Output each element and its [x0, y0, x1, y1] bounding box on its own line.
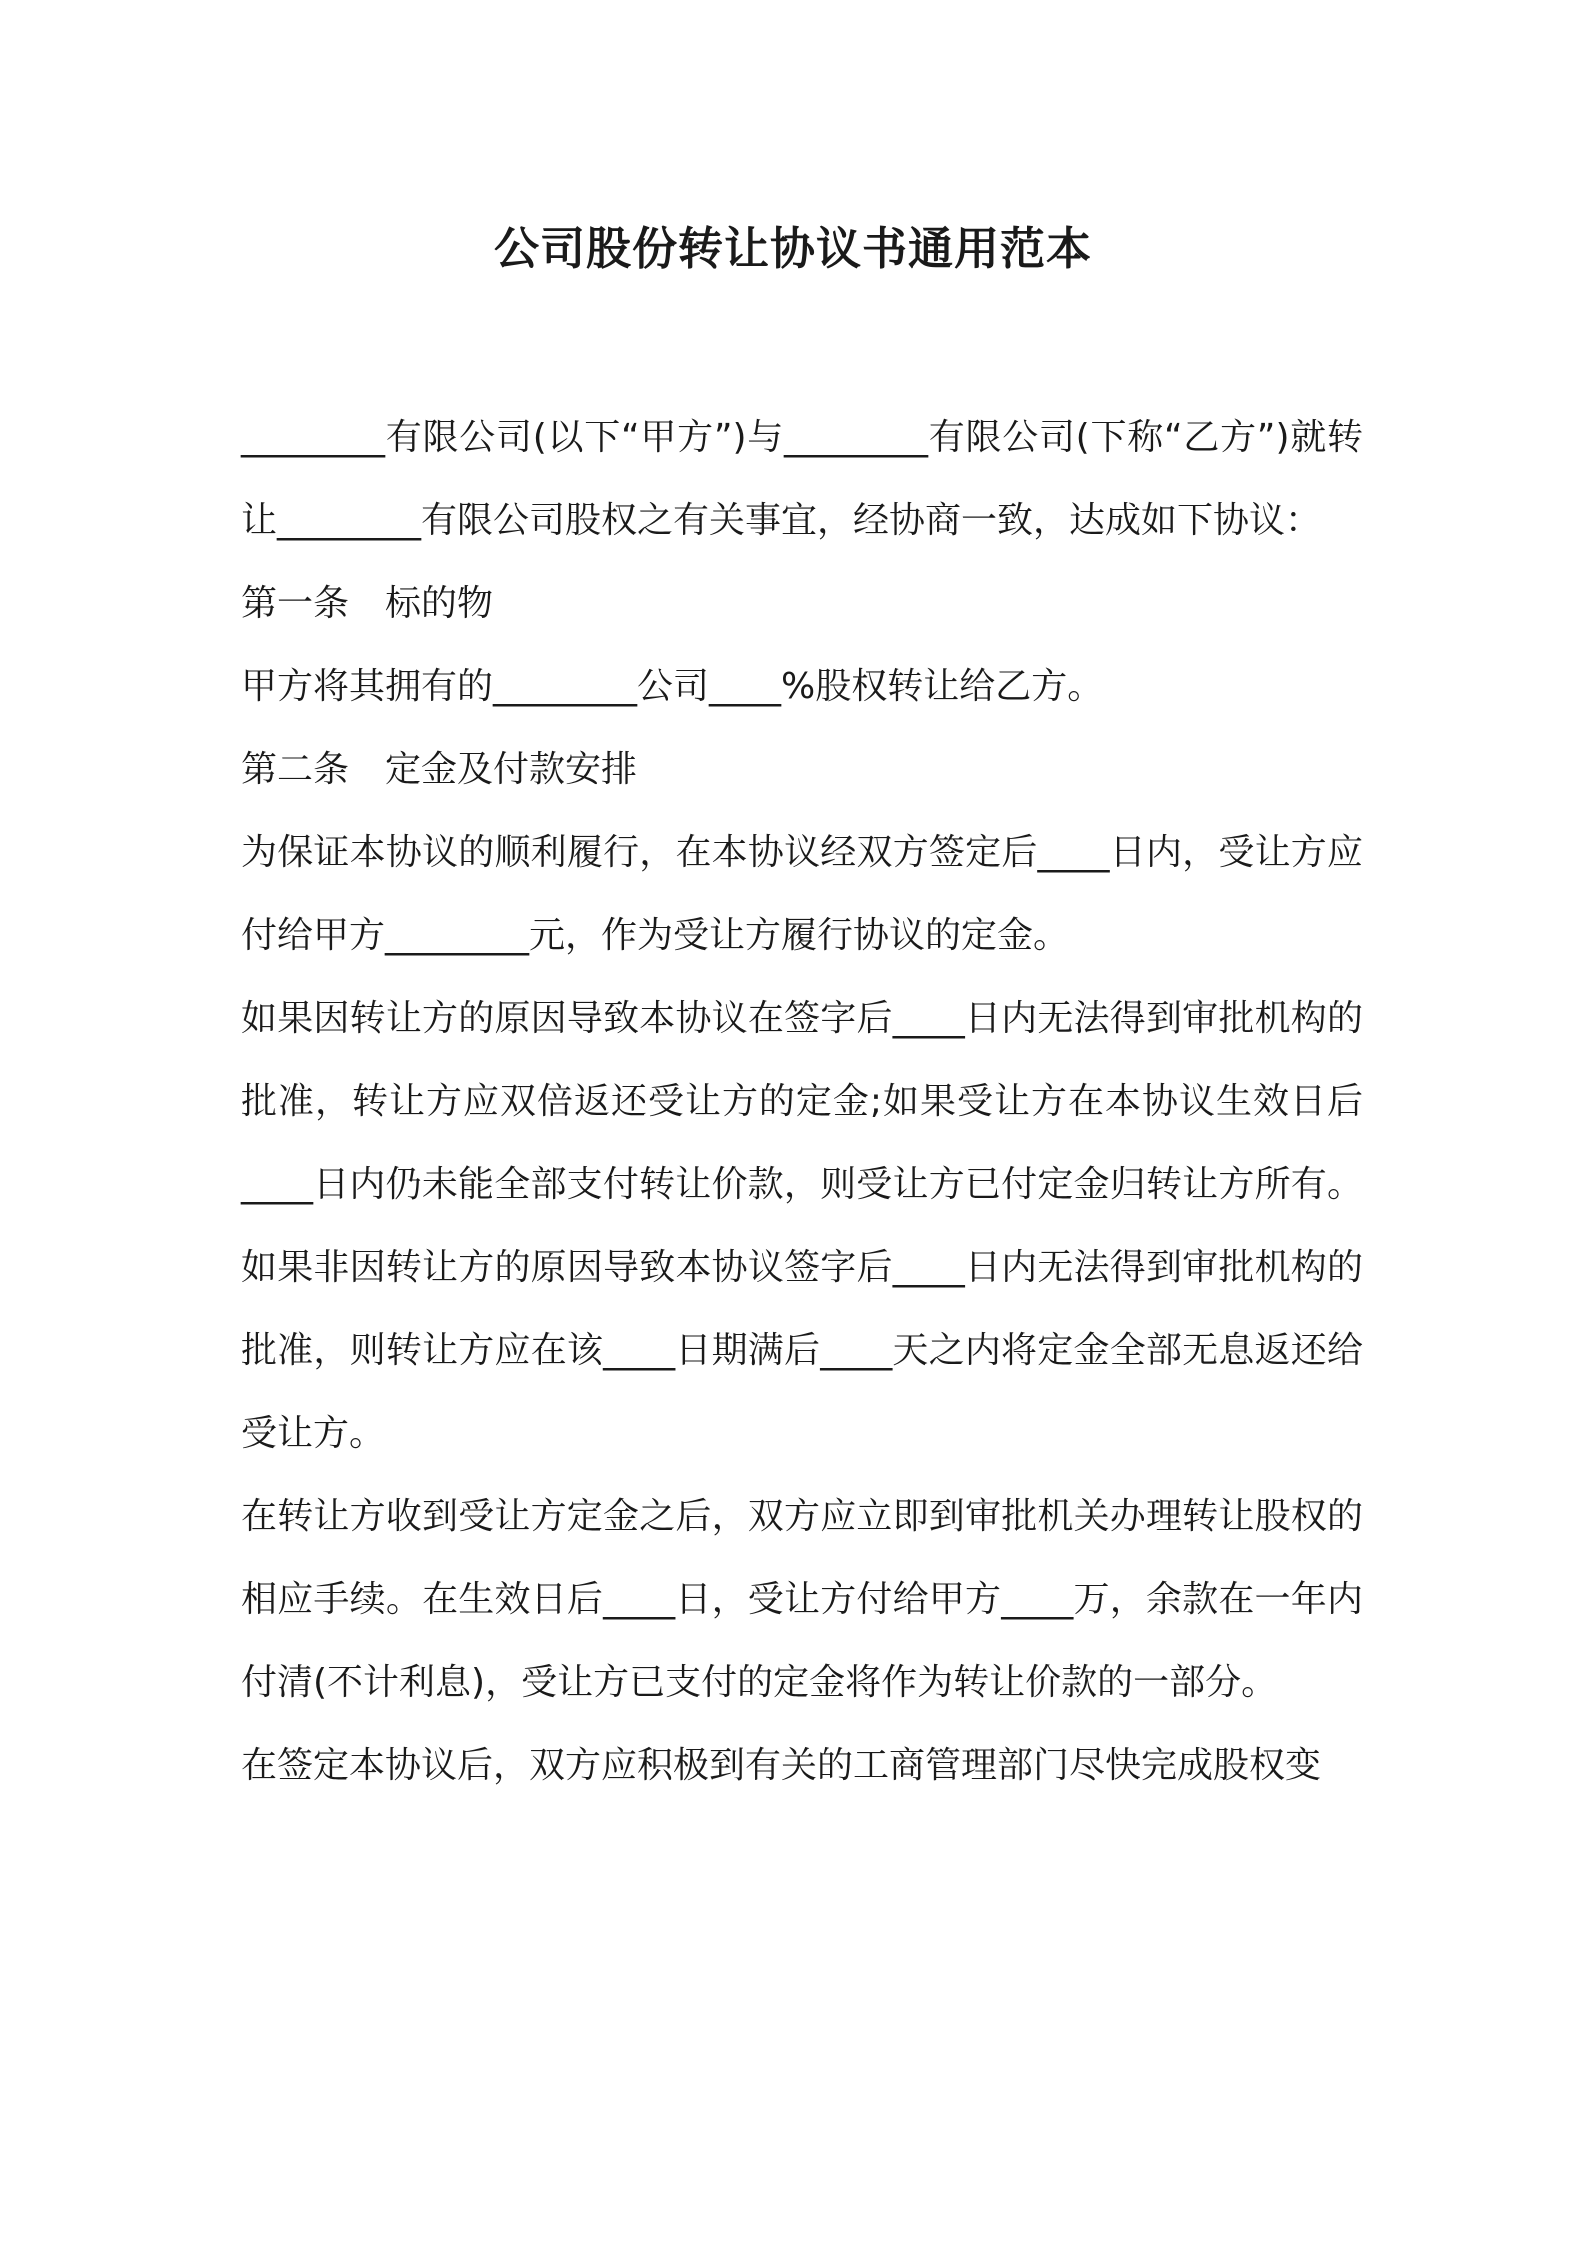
registration-paragraph: 在签定本协议后，双方应积极到有关的工商管理部门尽快完成股权变	[241, 1745, 1322, 1786]
deposit-refund-paragraph: 如果因转让方的原因导致本协议在签字后____日内无法得到审批机构的批准，转让方应双倍返还受让方的定金;如果受让方在本协议生效日后____日内仍未能全部支付转让价款，则受让方已付定金归转让方所有。如果非因转让方的原因导致本协议签字后____日内无法得到审批机构的批准，则转让方应在该____日期满后____天之内将定金全部无息返还给受让方。	[241, 998, 1363, 1454]
deposit-paragraph: 为保证本协议的顺利履行，在本协议经双方签定后____日内，受让方应付给甲方________元，作为受让方履行协议的定金。	[241, 832, 1363, 956]
document-title: 公司股份转让协议书通用范本	[493, 222, 1092, 275]
payment-schedule-paragraph: 在转让方收到受让方定金之后，双方应立即到审批机关办理转让股权的相应手续。在生效日后____日，受让方付给甲方____万，余款在一年内付清(不计利息)，受让方已支付的定金将作为转让价款的一部分。	[241, 1496, 1363, 1703]
article-1-paragraph: 甲方将其拥有的________公司____%股权转让给乙方。	[241, 666, 1104, 707]
article-2-heading: 第二条 定金及付款安排	[241, 749, 638, 790]
preamble-paragraph: ________有限公司(以下“甲方”)与________有限公司(下称“乙方”)就转让________有限公司股权之有关事宜，经协商一致，达成如下协议：	[241, 417, 1363, 541]
document-body	[241, 396, 1363, 1807]
article-1-heading: 第一条 标的物	[241, 583, 494, 624]
